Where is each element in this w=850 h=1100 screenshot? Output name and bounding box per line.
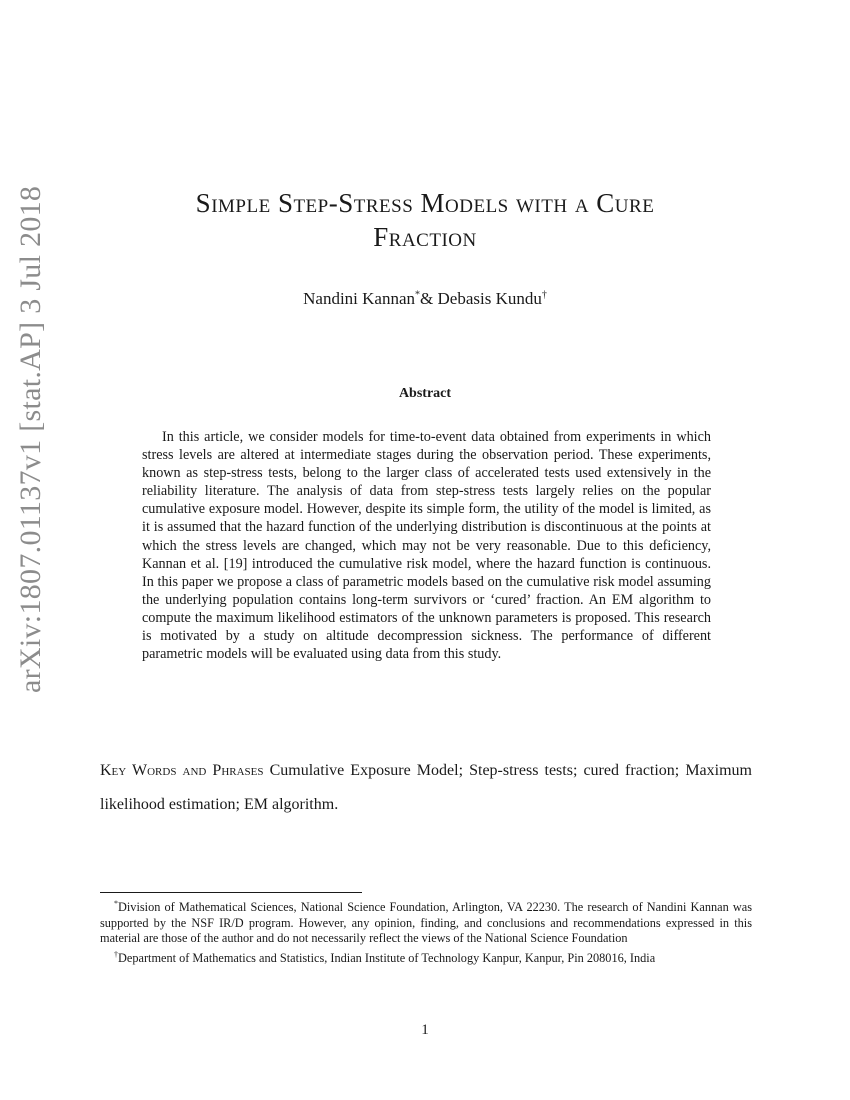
abstract-heading: Abstract: [398, 386, 452, 401]
footnote-marker[interactable]: †: [541, 289, 547, 301]
keywords-label: Key Words and Phrases: [100, 762, 264, 779]
author-name: Debasis Kundu: [437, 289, 542, 308]
author-name: Nandini Kannan: [303, 289, 416, 308]
author-separator: &: [420, 289, 438, 308]
footnote-mark: *: [114, 899, 118, 908]
title-line-2: Fraction: [373, 222, 477, 252]
page-number: 1: [421, 1022, 429, 1038]
footnote-divider: [100, 892, 362, 893]
title-line-1: Simple Step-Stress Models with a Cure: [195, 188, 655, 218]
keywords-section: [100, 754, 752, 822]
footnotes: [100, 896, 752, 967]
abstract-body: In this article, we consider models for time-to-event data obtained from experiments in which stress levels are altered at intermediate stages during the observation period. These experiments, known as step-stress tests, belong to the larger class of accelerated tests used extensively in the reliability literature. The analysis of data from step-stress tests largely relies on the popular cumulative exposure model. However, despite its simple form, the utility of the model is limited, as it is assumed that the hazard function of the underlying distribution is discontinuous at the points at which the stress levels are changed, which may not be very reasonable. Due to this deficiency, Kannan et al. [19] introduced the cumulative risk model, where the hazard function is continuous. In this paper we propose a class of parametric models based on the cumulative risk model assuming the underlying population contains long-term survivors or ‘cured’ fraction. An EM algorithm to compute the maximum likelihood estimators of the unknown parameters is proposed. This research is motivated by a study on altitude decompression sickness. The performance of different parametric models will be evaluated using data from this study.: [142, 429, 711, 663]
arxiv-identifier-stamp: arXiv:1807.01137v1 [stat.AP] 3 Jul 2018: [14, 185, 47, 693]
footnote-marker[interactable]: *: [415, 289, 421, 301]
footnote-text: Department of Mathematics and Statistics, Indian Institute of Technology Kanpur, Kanpur, Pin 208016, India: [118, 950, 656, 965]
keywords-text: Cumulative Exposure Model; Step-stress tests; cured fraction; Maximum likelihood estimation; EM algorithm.: [100, 762, 752, 813]
author-list: [100, 289, 750, 309]
footnote-text: Division of Mathematical Sciences, National Science Foundation, Arlington, VA 22230. The research of Nandini Kannan was supported by the NSF IR/D program. However, any opinion, finding, and conclusions and recommendations expressed in this material are those of the author and do not necessarily reflect the views of the National Science Foundation: [100, 900, 752, 946]
footnote-2: [100, 947, 752, 967]
footnote-1: [100, 896, 752, 947]
paper-title: [100, 186, 750, 254]
footnote-mark: †: [114, 949, 118, 959]
